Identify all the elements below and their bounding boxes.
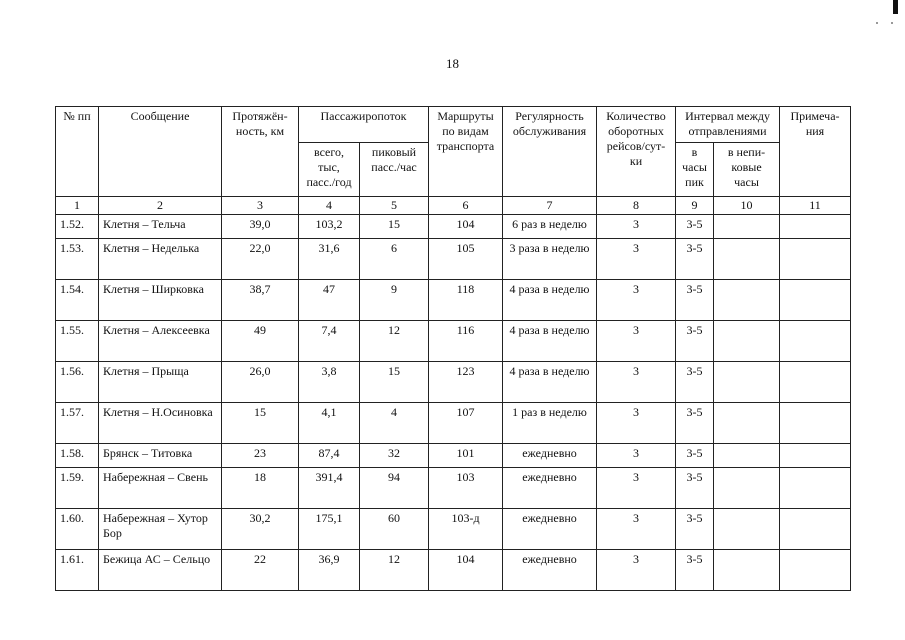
cell-regularity: ежедневно <box>503 444 597 468</box>
column-number: 7 <box>503 197 597 215</box>
cell-interval-peak: 3-5 <box>676 280 714 321</box>
header-regularity: Регулярность обслуживания <box>503 107 597 197</box>
cell-interval-offpeak <box>714 362 780 403</box>
cell-regularity: 6 раз в неделю <box>503 215 597 239</box>
cell-interval-offpeak <box>714 280 780 321</box>
header-notes: Примеча-ния <box>780 107 851 197</box>
header-interval-offpeak: в непи-ковые часы <box>714 143 780 197</box>
header-passenger-flow: Пассажиропоток <box>299 107 429 143</box>
cell-routes: 104 <box>429 215 503 239</box>
cell-interval-peak: 3-5 <box>676 509 714 550</box>
cell-flow-peak: 15 <box>360 362 429 403</box>
cell-notes <box>780 550 851 591</box>
scan-speck <box>876 22 878 24</box>
cell-notes <box>780 215 851 239</box>
cell-flow-total: 36,9 <box>299 550 360 591</box>
cell-length: 39,0 <box>222 215 299 239</box>
cell-flow-total: 7,4 <box>299 321 360 362</box>
cell-num: 1.59. <box>56 468 99 509</box>
cell-length: 30,2 <box>222 509 299 550</box>
cell-length: 38,7 <box>222 280 299 321</box>
cell-flow-peak: 32 <box>360 444 429 468</box>
column-number-row <box>56 197 851 215</box>
cell-interval-offpeak <box>714 468 780 509</box>
cell-regularity: 4 раза в неделю <box>503 321 597 362</box>
cell-route: Набережная – Свень <box>99 468 222 509</box>
column-number: 3 <box>222 197 299 215</box>
cell-length: 15 <box>222 403 299 444</box>
cell-interval-offpeak <box>714 444 780 468</box>
cell-flow-total: 3,8 <box>299 362 360 403</box>
column-number: 4 <box>299 197 360 215</box>
cell-interval-peak: 3-5 <box>676 362 714 403</box>
cell-interval-offpeak <box>714 509 780 550</box>
cell-num: 1.52. <box>56 215 99 239</box>
header-routes: Маршруты по видам транспорта <box>429 107 503 197</box>
cell-flow-peak: 15 <box>360 215 429 239</box>
cell-trips: 3 <box>597 509 676 550</box>
cell-length: 26,0 <box>222 362 299 403</box>
cell-flow-peak: 60 <box>360 509 429 550</box>
cell-flow-peak: 4 <box>360 403 429 444</box>
cell-trips: 3 <box>597 444 676 468</box>
cell-interval-offpeak <box>714 550 780 591</box>
cell-length: 23 <box>222 444 299 468</box>
cell-length: 22,0 <box>222 239 299 280</box>
header-interval: Интервал между отправлениями <box>676 107 780 143</box>
table-row <box>56 444 851 468</box>
cell-notes <box>780 321 851 362</box>
cell-routes: 118 <box>429 280 503 321</box>
table-header <box>56 107 851 215</box>
cell-num: 1.60. <box>56 509 99 550</box>
cell-num: 1.58. <box>56 444 99 468</box>
table-row <box>56 239 851 280</box>
cell-flow-total: 391,4 <box>299 468 360 509</box>
cell-routes: 104 <box>429 550 503 591</box>
cell-num: 1.53. <box>56 239 99 280</box>
cell-notes <box>780 468 851 509</box>
cell-regularity: 4 раза в неделю <box>503 280 597 321</box>
cell-routes: 107 <box>429 403 503 444</box>
cell-route: Клетня – Прыща <box>99 362 222 403</box>
table-row <box>56 280 851 321</box>
header-flow-total: всего, тыс, пасс./год <box>299 143 360 197</box>
cell-routes: 105 <box>429 239 503 280</box>
cell-trips: 3 <box>597 550 676 591</box>
scan-speck <box>891 22 893 24</box>
cell-route: Набережная – Хутор Бор <box>99 509 222 550</box>
cell-route: Брянск – Титовка <box>99 444 222 468</box>
cell-notes <box>780 509 851 550</box>
cell-flow-peak: 6 <box>360 239 429 280</box>
cell-trips: 3 <box>597 280 676 321</box>
cell-interval-peak: 3-5 <box>676 215 714 239</box>
header-interval-peak: в часы пик <box>676 143 714 197</box>
cell-flow-total: 31,6 <box>299 239 360 280</box>
column-number: 9 <box>676 197 714 215</box>
cell-route: Бежица АС – Сельцо <box>99 550 222 591</box>
column-number: 11 <box>780 197 851 215</box>
cell-interval-offpeak <box>714 321 780 362</box>
column-number: 2 <box>99 197 222 215</box>
table-row <box>56 215 851 239</box>
header-route: Сообщение <box>99 107 222 197</box>
cell-regularity: 4 раза в неделю <box>503 362 597 403</box>
cell-num: 1.54. <box>56 280 99 321</box>
table-row <box>56 550 851 591</box>
cell-num: 1.61. <box>56 550 99 591</box>
cell-interval-offpeak <box>714 403 780 444</box>
cell-flow-total: 175,1 <box>299 509 360 550</box>
column-number: 10 <box>714 197 780 215</box>
cell-routes: 116 <box>429 321 503 362</box>
cell-trips: 3 <box>597 468 676 509</box>
cell-flow-total: 47 <box>299 280 360 321</box>
cell-trips: 3 <box>597 362 676 403</box>
cell-regularity: 3 раза в неделю <box>503 239 597 280</box>
cell-interval-peak: 3-5 <box>676 321 714 362</box>
cell-flow-total: 103,2 <box>299 215 360 239</box>
cell-num: 1.57. <box>56 403 99 444</box>
cell-route: Клетня – Неделька <box>99 239 222 280</box>
cell-route: Клетня – Н.Осиновка <box>99 403 222 444</box>
cell-trips: 3 <box>597 403 676 444</box>
cell-regularity: ежедневно <box>503 550 597 591</box>
cell-route: Клетня – Тельча <box>99 215 222 239</box>
cell-length: 22 <box>222 550 299 591</box>
cell-trips: 3 <box>597 215 676 239</box>
cell-interval-peak: 3-5 <box>676 444 714 468</box>
cell-interval-peak: 3-5 <box>676 468 714 509</box>
cell-route: Клетня – Алексеевка <box>99 321 222 362</box>
column-number: 8 <box>597 197 676 215</box>
cell-flow-total: 4,1 <box>299 403 360 444</box>
cell-regularity: ежедневно <box>503 468 597 509</box>
header-length: Протяжён-ность, км <box>222 107 299 197</box>
cell-flow-peak: 12 <box>360 321 429 362</box>
cell-flow-peak: 94 <box>360 468 429 509</box>
cell-interval-offpeak <box>714 215 780 239</box>
column-number: 1 <box>56 197 99 215</box>
column-number: 5 <box>360 197 429 215</box>
cell-trips: 3 <box>597 321 676 362</box>
cell-interval-peak: 3-5 <box>676 403 714 444</box>
scan-edge-mark <box>893 0 898 14</box>
table-row <box>56 468 851 509</box>
header-num: № пп <box>56 107 99 197</box>
table-row <box>56 362 851 403</box>
page-number: 18 <box>446 56 459 71</box>
cell-interval-peak: 3-5 <box>676 239 714 280</box>
routes-table <box>55 106 851 591</box>
cell-flow-peak: 9 <box>360 280 429 321</box>
column-number: 6 <box>429 197 503 215</box>
cell-routes: 103-д <box>429 509 503 550</box>
table-body <box>56 215 851 591</box>
table-row <box>56 321 851 362</box>
cell-regularity: ежедневно <box>503 509 597 550</box>
cell-notes <box>780 362 851 403</box>
cell-interval-offpeak <box>714 239 780 280</box>
cell-regularity: 1 раз в неделю <box>503 403 597 444</box>
cell-length: 18 <box>222 468 299 509</box>
cell-num: 1.55. <box>56 321 99 362</box>
table-row <box>56 403 851 444</box>
cell-notes <box>780 444 851 468</box>
table-row <box>56 509 851 550</box>
header-trips: Количество оборотных рейсов/сут-ки <box>597 107 676 197</box>
cell-notes <box>780 403 851 444</box>
cell-routes: 101 <box>429 444 503 468</box>
cell-routes: 103 <box>429 468 503 509</box>
cell-num: 1.56. <box>56 362 99 403</box>
cell-flow-peak: 12 <box>360 550 429 591</box>
cell-notes <box>780 239 851 280</box>
cell-route: Клетня – Ширковка <box>99 280 222 321</box>
header-flow-peak: пиковый пасс./час <box>360 143 429 197</box>
cell-routes: 123 <box>429 362 503 403</box>
cell-trips: 3 <box>597 239 676 280</box>
cell-notes <box>780 280 851 321</box>
cell-length: 49 <box>222 321 299 362</box>
cell-flow-total: 87,4 <box>299 444 360 468</box>
cell-interval-peak: 3-5 <box>676 550 714 591</box>
